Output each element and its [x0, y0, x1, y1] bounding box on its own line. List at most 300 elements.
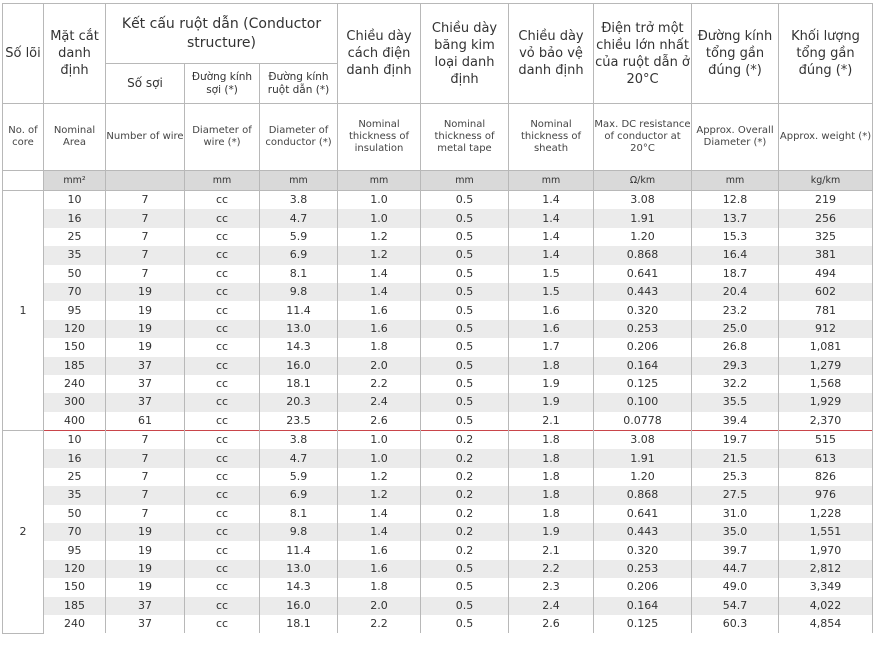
table-cell: 1.0	[338, 431, 421, 450]
table-row	[3, 301, 873, 319]
header-en-area: Nominal Area	[44, 104, 106, 171]
table-cell: 2.2	[509, 560, 594, 578]
table-cell: 826	[779, 468, 873, 486]
table-cell: 0.5	[421, 578, 509, 596]
table-cell: cc	[185, 541, 260, 559]
table-cell: 0.5	[421, 338, 509, 356]
table-cell: 70	[44, 283, 106, 301]
table-cell: 150	[44, 338, 106, 356]
table-cell: 23.5	[260, 412, 338, 431]
table-cell: 1.91	[594, 449, 692, 467]
table-cell: 19	[106, 523, 185, 541]
table-row	[3, 615, 873, 633]
table-cell: cc	[185, 375, 260, 393]
table-cell: 2.0	[338, 597, 421, 615]
table-cell: 240	[44, 615, 106, 633]
table-cell: 0.2	[421, 431, 509, 450]
table-cell: 1,081	[779, 338, 873, 356]
table-cell: 1.4	[338, 265, 421, 283]
table-cell: 25.3	[692, 468, 779, 486]
table-row	[3, 228, 873, 246]
table-cell: 26.8	[692, 338, 779, 356]
table-cell: 0.2	[421, 486, 509, 504]
table-cell: 13.0	[260, 560, 338, 578]
core-count-cell: 2	[3, 431, 44, 634]
table-cell: 13.7	[692, 209, 779, 227]
table-cell: cc	[185, 505, 260, 523]
table-cell: 19.7	[692, 431, 779, 450]
table-cell: 0.5	[421, 412, 509, 431]
table-cell: 3.8	[260, 191, 338, 210]
table-cell: 0.0778	[594, 412, 692, 431]
table-cell: 1.7	[509, 338, 594, 356]
table-row	[3, 209, 873, 227]
table-cell: 1.20	[594, 228, 692, 246]
unit-cell: mm	[692, 171, 779, 191]
table-row	[3, 393, 873, 411]
table-cell: 0.2	[421, 468, 509, 486]
table-cell: 0.868	[594, 246, 692, 264]
table-cell: 7	[106, 209, 185, 227]
table-cell: 18.1	[260, 615, 338, 633]
table-cell: cc	[185, 191, 260, 210]
table-cell: 10	[44, 191, 106, 210]
table-cell: 25	[44, 468, 106, 486]
header-en-wire: Number of wire	[106, 104, 185, 171]
unit-cell: kg/km	[779, 171, 873, 191]
table-cell: 1.4	[338, 523, 421, 541]
table-row	[3, 357, 873, 375]
table-cell: cc	[185, 560, 260, 578]
table-row	[3, 375, 873, 393]
table-cell: 8.1	[260, 505, 338, 523]
table-cell: 1,279	[779, 357, 873, 375]
table-cell: 0.2	[421, 505, 509, 523]
table-cell: 1.4	[509, 209, 594, 227]
table-cell: 4,854	[779, 615, 873, 633]
table-cell: 44.7	[692, 560, 779, 578]
unit-cell: mm	[509, 171, 594, 191]
header-en-dia-conductor: Diameter of conductor (*)	[260, 104, 338, 171]
header-dien-tro: Điện trở một chiều lớn nhất của ruột dẫn ở 20°C	[594, 4, 692, 104]
table-cell: cc	[185, 431, 260, 450]
table-cell: cc	[185, 338, 260, 356]
table-row	[3, 246, 873, 264]
table-cell: cc	[185, 265, 260, 283]
table-cell: 1.8	[509, 486, 594, 504]
table-cell: 602	[779, 283, 873, 301]
table-cell: 7	[106, 246, 185, 264]
table-row	[3, 431, 873, 450]
table-cell: 10	[44, 431, 106, 450]
table-cell: 1.0	[338, 209, 421, 227]
table-cell: 1.8	[509, 431, 594, 450]
table-cell: cc	[185, 578, 260, 596]
header-so-loi: Số lõi	[3, 4, 44, 104]
table-cell: 15.3	[692, 228, 779, 246]
table-cell: 0.2	[421, 541, 509, 559]
table-cell: 150	[44, 578, 106, 596]
table-cell: 1.6	[509, 320, 594, 338]
table-cell: 2.1	[509, 541, 594, 559]
table-cell: 0.206	[594, 338, 692, 356]
table-cell: 2,812	[779, 560, 873, 578]
table-cell: 1.6	[338, 541, 421, 559]
table-cell: 0.320	[594, 541, 692, 559]
table-row	[3, 560, 873, 578]
table-cell: 16.0	[260, 357, 338, 375]
table-cell: cc	[185, 468, 260, 486]
header-en-sheath: Nominal thickness of sheath	[509, 104, 594, 171]
table-cell: 7	[106, 265, 185, 283]
table-cell: 20.3	[260, 393, 338, 411]
table-cell: 35.5	[692, 393, 779, 411]
table-cell: 912	[779, 320, 873, 338]
table-cell: 49.0	[692, 578, 779, 596]
core-count-cell: 1	[3, 191, 44, 431]
table-cell: 54.7	[692, 597, 779, 615]
table-cell: 3,349	[779, 578, 873, 596]
table-cell: 0.5	[421, 393, 509, 411]
table-cell: 1,970	[779, 541, 873, 559]
table-row	[3, 412, 873, 431]
table-cell: cc	[185, 228, 260, 246]
table-cell: 494	[779, 265, 873, 283]
table-cell: 1,929	[779, 393, 873, 411]
table-cell: 185	[44, 597, 106, 615]
table-cell: 1.2	[338, 468, 421, 486]
table-cell: 18.1	[260, 375, 338, 393]
table-row	[3, 541, 873, 559]
table-cell: cc	[185, 486, 260, 504]
header-bang-kim-loai: Chiều dày băng kim loại danh định	[421, 4, 509, 104]
table-cell: 21.5	[692, 449, 779, 467]
table-cell: 2.6	[338, 412, 421, 431]
table-cell: 1.20	[594, 468, 692, 486]
table-cell: 14.3	[260, 578, 338, 596]
table-cell: 0.100	[594, 393, 692, 411]
table-cell: 2.4	[509, 597, 594, 615]
table-cell: 60.3	[692, 615, 779, 633]
header-en-metal-tape: Nominal thickness of metal tape	[421, 104, 509, 171]
table-cell: 1.91	[594, 209, 692, 227]
table-cell: 25	[44, 228, 106, 246]
header-mat-cat: Mặt cắt danh định	[44, 4, 106, 104]
table-cell: 0.164	[594, 357, 692, 375]
table-cell: 256	[779, 209, 873, 227]
table-cell: 0.868	[594, 486, 692, 504]
table-cell: 325	[779, 228, 873, 246]
table-cell: 0.5	[421, 209, 509, 227]
header-en-core: No. of core	[3, 104, 44, 171]
table-cell: 0.5	[421, 246, 509, 264]
table-cell: cc	[185, 246, 260, 264]
table-cell: 2.1	[509, 412, 594, 431]
table-cell: 0.2	[421, 523, 509, 541]
table-cell: cc	[185, 283, 260, 301]
table-cell: 1.2	[338, 246, 421, 264]
table-cell: 1.4	[338, 283, 421, 301]
table-cell: 8.1	[260, 265, 338, 283]
table-cell: 1,228	[779, 505, 873, 523]
table-cell: 32.2	[692, 375, 779, 393]
table-cell: 0.443	[594, 283, 692, 301]
table-cell: 5.9	[260, 468, 338, 486]
table-cell: 1,568	[779, 375, 873, 393]
table-cell: 7	[106, 228, 185, 246]
table-cell: 2.3	[509, 578, 594, 596]
table-cell: 23.2	[692, 301, 779, 319]
table-cell: 219	[779, 191, 873, 210]
table-cell: 11.4	[260, 301, 338, 319]
table-cell: cc	[185, 357, 260, 375]
table-cell: 7	[106, 505, 185, 523]
table-cell: 7	[106, 486, 185, 504]
table-cell: 1.4	[509, 191, 594, 210]
table-row	[3, 338, 873, 356]
header-duong-kinh-soi: Đường kính sợi (*)	[185, 64, 260, 104]
table-cell: cc	[185, 449, 260, 467]
table-cell: cc	[185, 597, 260, 615]
table-cell: 2.0	[338, 357, 421, 375]
table-cell: cc	[185, 523, 260, 541]
header-en-weight: Approx. weight (*)	[779, 104, 873, 171]
table-cell: 6.9	[260, 246, 338, 264]
table-cell: 9.8	[260, 523, 338, 541]
table-cell: 19	[106, 560, 185, 578]
table-cell: 0.164	[594, 597, 692, 615]
table-row	[3, 265, 873, 283]
table-cell: 0.5	[421, 265, 509, 283]
table-cell: 16.0	[260, 597, 338, 615]
header-en-resistance: Max. DC resistance of conductor at 20°C	[594, 104, 692, 171]
table-cell: 1.4	[509, 246, 594, 264]
table-row	[3, 505, 873, 523]
table-row	[3, 320, 873, 338]
table-cell: 120	[44, 560, 106, 578]
table-cell: 7	[106, 468, 185, 486]
table-cell: 0.125	[594, 615, 692, 633]
unit-cell: mm	[338, 171, 421, 191]
table-cell: 29.3	[692, 357, 779, 375]
table-cell: cc	[185, 615, 260, 633]
table-cell: 3.08	[594, 431, 692, 450]
table-cell: 4.7	[260, 449, 338, 467]
table-cell: 0.253	[594, 560, 692, 578]
table-cell: 0.5	[421, 301, 509, 319]
table-row	[3, 283, 873, 301]
table-cell: 7	[106, 431, 185, 450]
table-cell: 7	[106, 191, 185, 210]
table-cell: 1.8	[509, 505, 594, 523]
header-en-dia-wire: Diameter of wire (*)	[185, 104, 260, 171]
table-cell: 240	[44, 375, 106, 393]
table-cell: 120	[44, 320, 106, 338]
table-cell: 1.6	[338, 320, 421, 338]
table-body	[3, 191, 873, 634]
unit-cell	[106, 171, 185, 191]
table-cell: 1.8	[338, 578, 421, 596]
table-cell: 16	[44, 209, 106, 227]
table-cell: 1.0	[338, 449, 421, 467]
table-cell: 1.6	[509, 301, 594, 319]
table-cell: 6.9	[260, 486, 338, 504]
table-cell: 781	[779, 301, 873, 319]
table-cell: 0.5	[421, 191, 509, 210]
table-cell: 0.5	[421, 560, 509, 578]
table-cell: cc	[185, 412, 260, 431]
unit-cell-blank	[3, 171, 44, 191]
table-cell: 1.2	[338, 228, 421, 246]
header-duong-kinh-tong: Đường kính tổng gần đúng (*)	[692, 4, 779, 104]
header-cach-dien: Chiều dày cách điện danh định	[338, 4, 421, 104]
table-cell: 2,370	[779, 412, 873, 431]
header-ket-cau: Kết cấu ruột dẫn (Conductor structure)	[106, 4, 338, 64]
table-cell: 0.5	[421, 615, 509, 633]
table-cell: 3.8	[260, 431, 338, 450]
table-row	[3, 597, 873, 615]
table-cell: 20.4	[692, 283, 779, 301]
header-en-insulation: Nominal thickness of insulation	[338, 104, 421, 171]
table-cell: 0.5	[421, 357, 509, 375]
table-cell: 70	[44, 523, 106, 541]
table-cell: 39.7	[692, 541, 779, 559]
table-cell: 1.8	[338, 338, 421, 356]
table-cell: 16	[44, 449, 106, 467]
table-cell: cc	[185, 393, 260, 411]
table-cell: 0.253	[594, 320, 692, 338]
table-cell: 0.5	[421, 320, 509, 338]
table-cell: 35.0	[692, 523, 779, 541]
table-cell: 0.5	[421, 283, 509, 301]
table-cell: cc	[185, 320, 260, 338]
table-cell: 16.4	[692, 246, 779, 264]
table-row	[3, 578, 873, 596]
table-cell: 39.4	[692, 412, 779, 431]
table-cell: 5.9	[260, 228, 338, 246]
table-cell: 1.8	[509, 357, 594, 375]
table-cell: 1.4	[338, 505, 421, 523]
table-cell: 381	[779, 246, 873, 264]
table-cell: 0.5	[421, 597, 509, 615]
unit-cell: Ω/km	[594, 171, 692, 191]
table-cell: 9.8	[260, 283, 338, 301]
table-cell: cc	[185, 209, 260, 227]
table-cell: 1.5	[509, 265, 594, 283]
table-cell: 4,022	[779, 597, 873, 615]
table-cell: 1.9	[509, 523, 594, 541]
table-cell: 27.5	[692, 486, 779, 504]
table-cell: 976	[779, 486, 873, 504]
table-cell: 37	[106, 375, 185, 393]
header-vo-bao-ve: Chiều dày vỏ bảo vệ danh định	[509, 4, 594, 104]
unit-cell: mm	[185, 171, 260, 191]
table-cell: 2.2	[338, 615, 421, 633]
table-cell: 0.125	[594, 375, 692, 393]
table-cell: 13.0	[260, 320, 338, 338]
table-cell: 1.8	[509, 468, 594, 486]
table-cell: 0.320	[594, 301, 692, 319]
table-cell: 0.443	[594, 523, 692, 541]
table-cell: 2.4	[338, 393, 421, 411]
table-row	[3, 523, 873, 541]
table-cell: 19	[106, 320, 185, 338]
table-cell: 14.3	[260, 338, 338, 356]
table-cell: 37	[106, 615, 185, 633]
table-cell: 19	[106, 541, 185, 559]
table-cell: 1.0	[338, 191, 421, 210]
table-cell: 400	[44, 412, 106, 431]
table-cell: 19	[106, 301, 185, 319]
table-cell: 95	[44, 301, 106, 319]
table-cell: 37	[106, 357, 185, 375]
table-cell: 0.641	[594, 265, 692, 283]
table-row	[3, 449, 873, 467]
table-cell: 2.2	[338, 375, 421, 393]
table-cell: 1.9	[509, 375, 594, 393]
table-cell: 35	[44, 246, 106, 264]
table-cell: 50	[44, 505, 106, 523]
table-cell: 1.6	[338, 560, 421, 578]
table-cell: 19	[106, 338, 185, 356]
table-cell: cc	[185, 301, 260, 319]
table-cell: 613	[779, 449, 873, 467]
table-row	[3, 468, 873, 486]
cable-spec-table	[2, 3, 873, 634]
table-cell: 0.641	[594, 505, 692, 523]
table-cell: 1.5	[509, 283, 594, 301]
table-cell: 185	[44, 357, 106, 375]
table-cell: 3.08	[594, 191, 692, 210]
header-khoi-luong: Khối lượng tổng gần đúng (*)	[779, 4, 873, 104]
table-cell: 4.7	[260, 209, 338, 227]
header-so-soi: Số sợi	[106, 64, 185, 104]
table-cell: 19	[106, 578, 185, 596]
table-cell: 11.4	[260, 541, 338, 559]
table-cell: 61	[106, 412, 185, 431]
header-duong-kinh-ruot: Đường kính ruột dẫn (*)	[260, 64, 338, 104]
table-cell: 515	[779, 431, 873, 450]
table-cell: 95	[44, 541, 106, 559]
unit-cell: mm	[260, 171, 338, 191]
table-cell: 7	[106, 449, 185, 467]
header-en-overall-diameter: Approx. Overall Diameter (*)	[692, 104, 779, 171]
table-cell: 1,551	[779, 523, 873, 541]
table-cell: 12.8	[692, 191, 779, 210]
table-cell: 25.0	[692, 320, 779, 338]
table-cell: 2.6	[509, 615, 594, 633]
unit-cell: mm	[421, 171, 509, 191]
table-cell: 1.4	[509, 228, 594, 246]
table-cell: 35	[44, 486, 106, 504]
table-cell: 1.9	[509, 393, 594, 411]
table-cell: 0.2	[421, 449, 509, 467]
table-cell: 0.206	[594, 578, 692, 596]
table-cell: 19	[106, 283, 185, 301]
table-cell: 0.5	[421, 228, 509, 246]
table-row	[3, 486, 873, 504]
table-cell: 50	[44, 265, 106, 283]
table-row	[3, 191, 873, 210]
table-cell: 37	[106, 393, 185, 411]
table-cell: 31.0	[692, 505, 779, 523]
table-cell: 1.2	[338, 486, 421, 504]
table-cell: 300	[44, 393, 106, 411]
unit-cell: mm²	[44, 171, 106, 191]
table-cell: 37	[106, 597, 185, 615]
table-cell: 1.6	[338, 301, 421, 319]
table-cell: 1.8	[509, 449, 594, 467]
